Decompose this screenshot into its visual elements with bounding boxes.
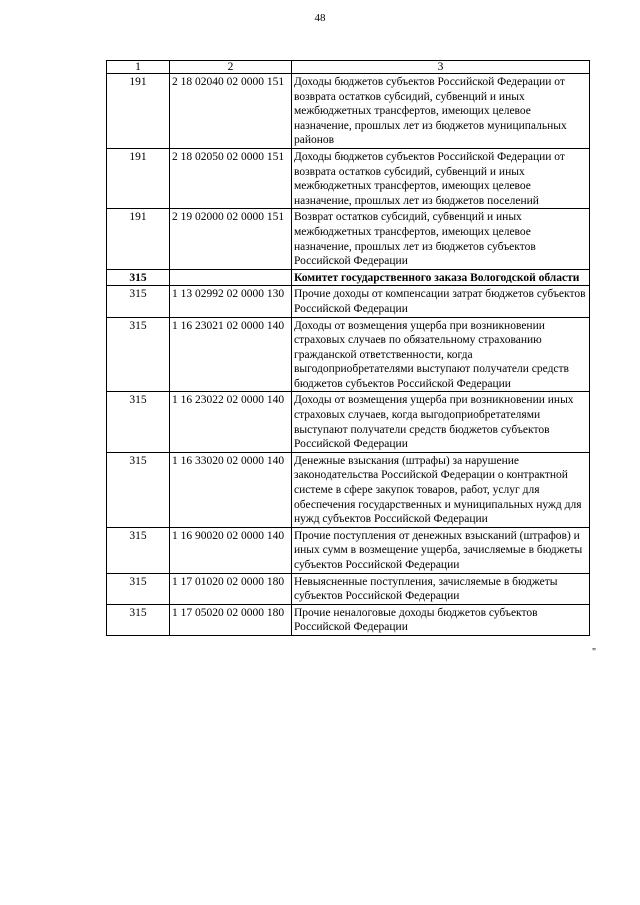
revenue-name-cell: Доходы бюджетов субъектов Российской Федерации от возврата остатков субсидий, субвенций и иных межбюджетных трансфертов, имеющих целевое назначение, прошлых лет из бюджетов поселений — [292, 148, 590, 208]
budget-code-cell: 1 16 33020 02 0000 140 — [170, 452, 292, 527]
table-row — [107, 74, 590, 149]
budget-code-cell: 1 13 02992 02 0000 130 — [170, 286, 292, 317]
budget-code-cell: 1 17 05020 02 0000 180 — [170, 604, 292, 635]
closing-quote-mark: " — [592, 647, 597, 658]
budget-code-cell: 2 18 02040 02 0000 151 — [170, 74, 292, 149]
page-number: 48 — [314, 12, 326, 24]
column-header-2: 2 — [170, 61, 292, 74]
budget-code-cell — [170, 269, 292, 286]
table-row — [107, 452, 590, 527]
table-row — [107, 209, 590, 269]
admin-code-cell: 191 — [107, 148, 170, 208]
admin-code-cell: 315 — [107, 527, 170, 573]
budget-code-cell: 1 16 23022 02 0000 140 — [170, 392, 292, 452]
budget-code-cell: 1 17 01020 02 0000 180 — [170, 573, 292, 604]
budget-code-cell: 1 16 90020 02 0000 140 — [170, 527, 292, 573]
admin-code-cell: 191 — [107, 209, 170, 269]
admin-code-cell: 315 — [107, 452, 170, 527]
revenue-name-cell: Денежные взыскания (штрафы) за нарушение законодательства Российской Федерации о контрактной системе в сфере закупок товаров, работ, услуг для обеспечения государственных и муниципальных нужд для нужд субъектов Российской Федерации — [292, 452, 590, 527]
revenue-name-cell: Прочие поступления от денежных взысканий (штрафов) и иных сумм в возмещение ущерба, зачисляемые в бюджеты субъектов Российской Федерации — [292, 527, 590, 573]
admin-code-cell: 315 — [107, 286, 170, 317]
revenue-name-cell: Невыясненные поступления, зачисляемые в бюджеты субъектов Российской Федерации — [292, 573, 590, 604]
revenue-name-cell: Возврат остатков субсидий, субвенций и иных межбюджетных трансфертов, имеющих целевое назначение, прошлых лет из бюджетов субъектов Российской Федерации — [292, 209, 590, 269]
table-row — [107, 392, 590, 452]
budget-code-cell: 1 16 23021 02 0000 140 — [170, 317, 292, 392]
table-row — [107, 604, 590, 635]
table-row — [107, 527, 590, 573]
table-row — [107, 148, 590, 208]
column-header-1: 1 — [107, 61, 170, 74]
revenue-name-cell: Доходы от возмещения ущерба при возникновении страховых случаев по обязательному страхованию гражданской ответственности, когда выгодоприобретателями выступают получатели средств бюджетов субъектов Российской Федерации — [292, 317, 590, 392]
table-row — [107, 286, 590, 317]
admin-code-cell: 315 — [107, 317, 170, 392]
admin-code-cell: 315 — [107, 269, 170, 286]
table-row-section-header — [107, 269, 590, 286]
revenue-name-cell: Доходы бюджетов субъектов Российской Федерации от возврата остатков субсидий, субвенций и иных межбюджетных трансфертов, имеющих целевое назначение, прошлых лет из бюджетов муниципальных районов — [292, 74, 590, 149]
table-body — [107, 74, 590, 636]
column-header-3: 3 — [292, 61, 590, 74]
table-row — [107, 317, 590, 392]
revenue-codes-table — [106, 60, 590, 636]
admin-code-cell: 315 — [107, 573, 170, 604]
revenue-name-cell: Доходы от возмещения ущерба при возникновении иных страховых случаев, когда выгодоприобретателями выступают получатели средств бюджетов субъектов Российской Федерации — [292, 392, 590, 452]
revenue-name-cell: Прочие доходы от компенсации затрат бюджетов субъектов Российской Федерации — [292, 286, 590, 317]
table-row — [107, 573, 590, 604]
admin-code-cell: 191 — [107, 74, 170, 149]
administrator-name-cell: Комитет государственного заказа Вологодской области — [292, 269, 590, 286]
revenue-name-cell: Прочие неналоговые доходы бюджетов субъектов Российской Федерации — [292, 604, 590, 635]
table-header-row — [107, 61, 590, 74]
admin-code-cell: 315 — [107, 392, 170, 452]
admin-code-cell: 315 — [107, 604, 170, 635]
budget-code-cell: 2 19 02000 02 0000 151 — [170, 209, 292, 269]
budget-code-cell: 2 18 02050 02 0000 151 — [170, 148, 292, 208]
